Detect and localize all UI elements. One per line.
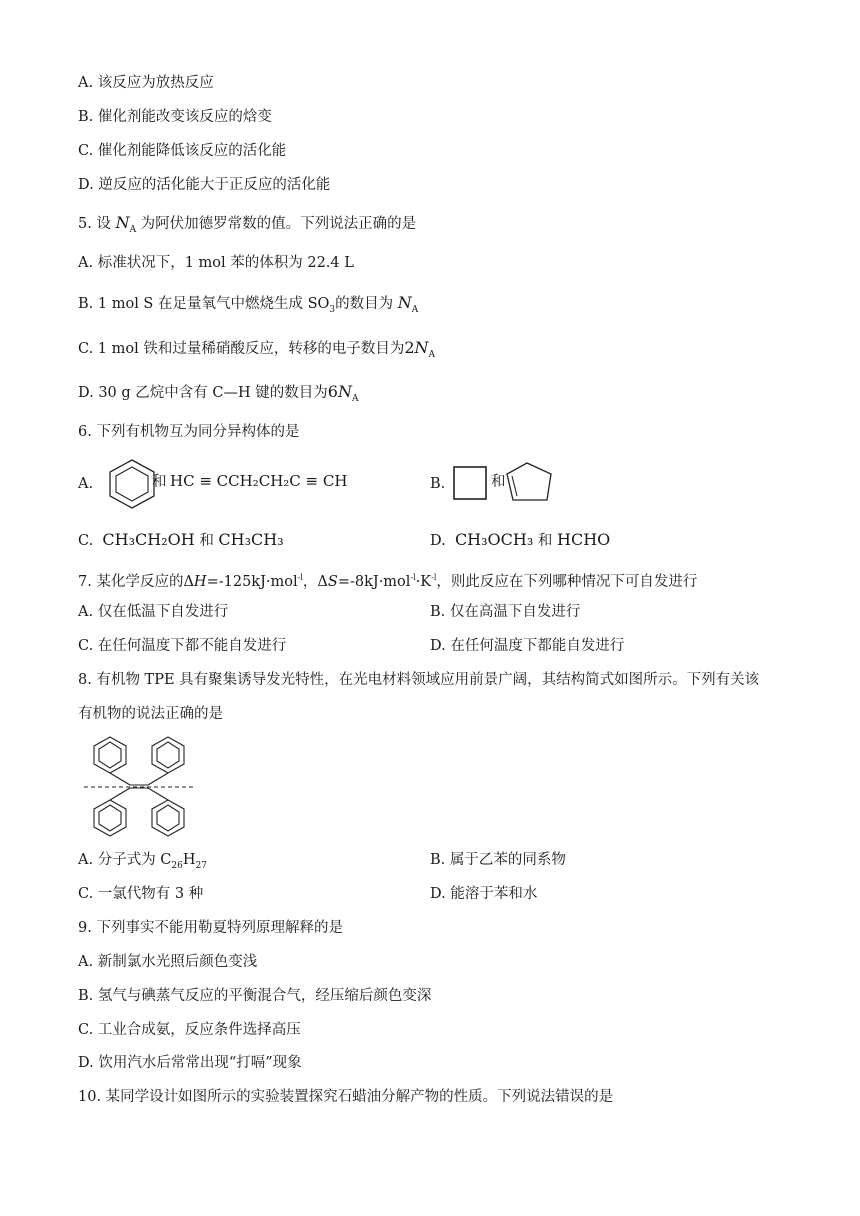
q6-option-a-formula: HC ≡ CCH₂CH₂C ≡ CH (170, 472, 348, 490)
q5-stem: 5. 设 $N_A$ 为阿伏加德罗常数的值。下列说法正确的是 (78, 213, 417, 235)
q8-stem-line1: 8. 有机物 TPE 具有聚集诱导发光特性，在光电材料领域应用前景广阔，其结构简式如图所示。下列有关该 (78, 672, 760, 688)
q6-option-b-and: 和 (491, 474, 506, 490)
q9-option-b: B. 氢气与碘蒸气反应的平衡混合气，经压缩后颜色变深 (78, 988, 432, 1004)
q8-option-d: D. 能溶于苯和水 (430, 886, 538, 902)
q8-option-b: B. 属于乙苯的同系物 (430, 852, 566, 868)
q5-option-b: B. 1 mol S 在足量氧气中燃烧生成 $SO_3$的数目为 $N_A$ (78, 293, 419, 315)
q8-stem-line2: 有机物的说法正确的是 (78, 706, 223, 722)
q6-option-a-label: A. (78, 476, 94, 492)
q8-option-a: A. 分子式为 $C_{26}H_{27}$ (78, 852, 207, 871)
q7-option-b: B. 仅在高温下自发进行 (430, 604, 581, 620)
q4-option-b: B. 催化剂能改变该反应的焓变 (78, 109, 272, 125)
q7-option-d: D. 在任何温度下都能自发进行 (430, 638, 625, 654)
q5-option-a: A. 标准状况下，1 mol 苯的体积为 22.4 L (78, 255, 354, 271)
q9-option-d: D. 饮用汽水后常常出现“打嗝”现象 (78, 1055, 302, 1071)
tpe-structure (82, 735, 198, 839)
q9-option-c: C. 工业合成氨，反应条件选择高压 (78, 1022, 301, 1038)
q6-option-a-and: 和 (152, 474, 167, 490)
q6-option-d: D. CH₃OCH₃ 和 HCHO (430, 530, 611, 549)
q6-stem: 6. 下列有机物互为同分异构体的是 (78, 424, 300, 440)
q9-option-a: A. 新制氯水光照后颜色变浅 (78, 954, 258, 970)
q5-option-d: D. 30 g 乙烷中含有 C—H 键的数目为$6N_A$ (78, 382, 359, 404)
q4-option-c: C. 催化剂能降低该反应的活化能 (78, 143, 287, 159)
q8-option-c: C. 一氯代物有 3 种 (78, 886, 204, 902)
cyclobutane-structure (453, 466, 487, 500)
cyclopentene-structure (505, 462, 557, 506)
q6-option-b-label: B. (430, 476, 446, 492)
q6-option-c: C. CH₃CH₂OH 和 CH₃CH₃ (78, 530, 284, 549)
q10-stem: 10. 某同学设计如图所示的实验装置探究石蜡油分解产物的性质。下列说法错误的是 (78, 1089, 614, 1105)
q4-option-a: A. 该反应为放热反应 (78, 75, 214, 91)
q7-stem: 7. 某化学反应的ΔH=-125kJ·mol$^{-l}$，$\Delta S=-8kJ\cdot mol^{-l}\cdot K^{-l}$，则此反应在下列哪种情况下可自发进行 (78, 573, 698, 590)
q9-stem: 9. 下列事实不能用勒夏特列原理解释的是 (78, 920, 343, 936)
q7-option-a: A. 仅在低温下自发进行 (78, 604, 229, 620)
q5-option-c: C. 1 mol 铁和过量稀硝酸反应，转移的电子数目为$2N_A$ (78, 338, 436, 360)
q7-option-c: C. 在任何温度下都不能自发进行 (78, 638, 287, 654)
avogadro-symbol: $N_A$ (115, 213, 137, 235)
q4-option-d: D. 逆反应的活化能大于正反应的活化能 (78, 177, 331, 193)
